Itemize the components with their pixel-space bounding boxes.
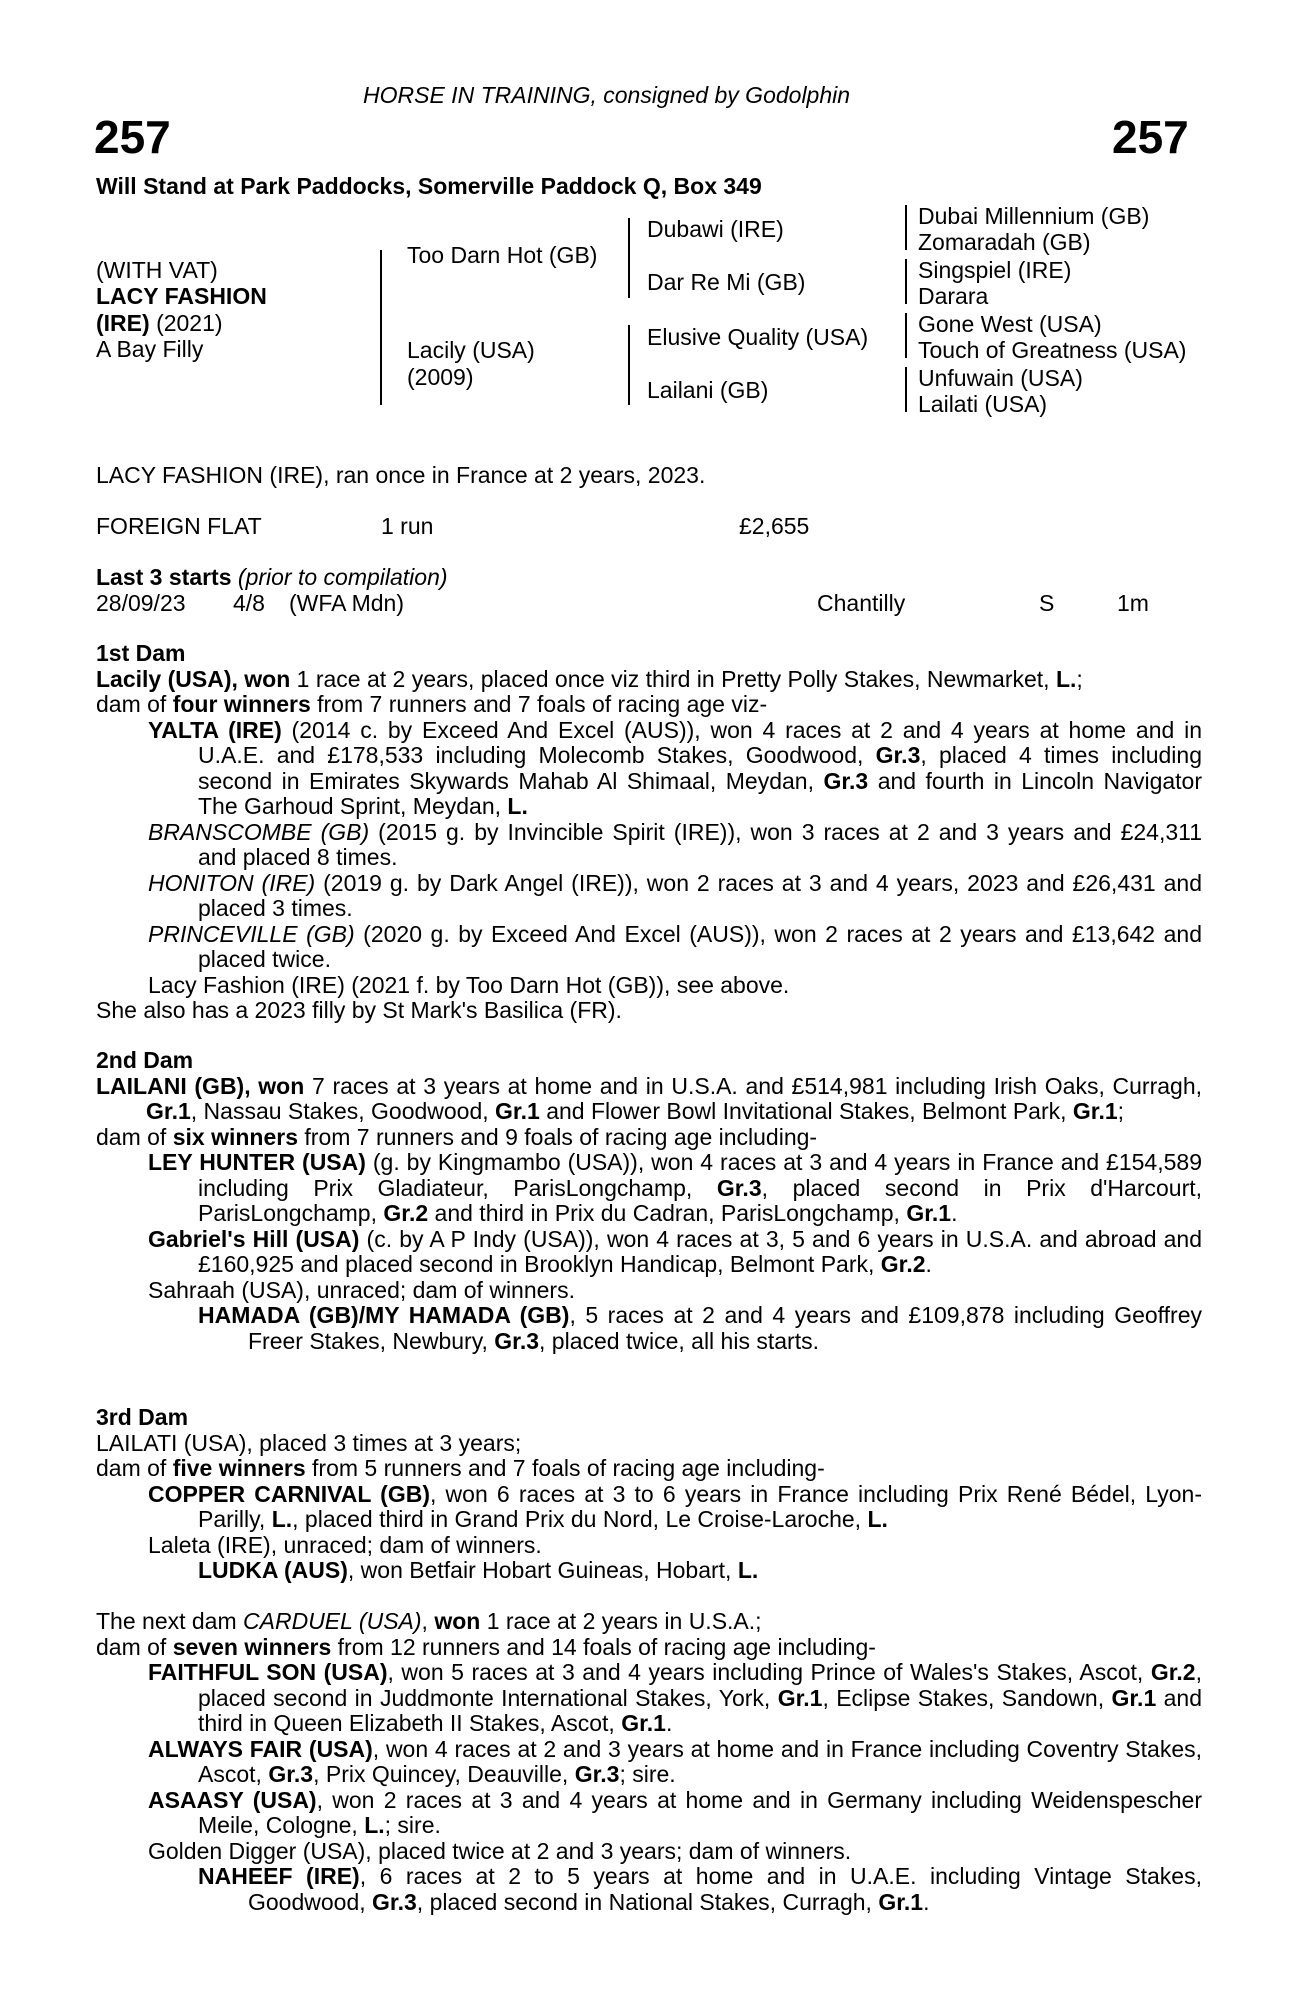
pedigree-dsd: Touch of Greatness (USA) [918,337,1187,363]
produce-name: ALWAYS FAIR (USA) [148,1735,373,1762]
produce-text: , placed second in National Stakes, Curragh, [416,1888,879,1915]
lot-number-left: 257 [94,111,171,163]
text-fragment: and Flower Bowl Invitational Stakes, Belmont Park, [539,1098,1073,1124]
page-header-title: HORSE IN TRAINING, consigned by Godolphin [363,82,851,108]
grade-mark: Gr.2 [383,1200,429,1226]
produce-text: , placed 4 times including second in Emirates Skywards Mahab Al Shimaal, Meydan, [198,742,1202,794]
won-mark: won [434,1608,481,1634]
produce-entry [96,718,1202,820]
pedigree-dss: Gone West (USA) [918,311,1102,337]
pedigree-dam: Lacily (USA) [407,337,535,363]
produce-entry: Laleta (IRE), unraced; dam of winners. [148,1531,542,1558]
pedigree-sds: Singspiel (IRE) [918,257,1072,283]
pedigree-sire-dam: Dar Re Mi (GB) [647,269,806,295]
second-dam-name: LAILANI (GB), won [96,1072,305,1099]
produce-name: FAITHFUL SON (USA) [148,1659,388,1685]
produce-text: , placed twice, all his starts. [539,1327,819,1354]
first-dam-section [96,641,1202,1024]
grade-mark: L. [507,793,528,819]
grade-mark: L. [867,1506,888,1532]
text-fragment: from 7 runners and 7 foals of racing age viz- [310,691,768,717]
second-dam-section [96,1048,1202,1354]
start-course: Chantilly [817,590,906,616]
grade-mark: Gr.3 [494,1327,540,1354]
winners-count: five winners [172,1455,306,1481]
third-dam-produce-intro [96,1456,1202,1482]
produce-entry [96,1660,1202,1737]
grade-mark: Gr.1 [906,1200,952,1226]
last-starts-heading [96,564,448,590]
first-dam-name: Lacily (USA), won [96,665,291,692]
next-dam-produce-intro [96,1635,1202,1661]
text-fragment: 1 race at 2 years in U.S.A.; [480,1608,762,1634]
produce-entry [96,1482,1202,1533]
grade-mark: Gr.3 [268,1761,314,1787]
produce-text: , placed third in Grand Prix du Nord, Le Croise-Laroche, [292,1506,868,1532]
produce-text: , placed second in Juddmonte International Stakes, York, [198,1659,1202,1711]
pedigree-sdd: Darara [918,283,989,309]
produce-text: and fourth in Lincoln Navigator The Garhoud Sprint, Meydan, [198,767,1202,819]
punct: ; [1076,665,1083,692]
third-dam-heading: 3rd Dam [96,1404,189,1430]
horse-origin-year [96,310,223,336]
record-label: FOREIGN FLAT [96,513,262,539]
start-race: (WFA Mdn) [289,590,405,616]
winners-count: seven winners [172,1633,332,1660]
produce-entry [96,820,1202,871]
grade-mark: Gr.1 [777,1684,823,1711]
produce-entry: Lacy Fashion (IRE) (2021 f. by Too Darn Hot (GB)), see above. [148,971,790,998]
second-dam-produce-intro [96,1125,1202,1151]
produce-entry [96,1788,1202,1839]
first-dam-text: 1 race at 2 years, placed once viz third in Pretty Polly Stakes, Newmarket, [290,665,1056,692]
pedigree-dam-dam: Lailani (GB) [647,377,769,403]
produce-text: , 5 races at 2 and 4 years and £109,878 including Geoffrey Freer Stakes, Newbury, [248,1302,1202,1354]
next-dam-section [96,1609,1202,1915]
pedigree-ddd: Lailati (USA) [918,391,1048,417]
produce-name: Gabriel's Hill (USA) [148,1225,360,1252]
grade-mark: Gr.1 [878,1888,924,1915]
produce-text: ; sire. [619,1761,676,1787]
produce-text: , won Betfair Hobart Guineas, Hobart, [347,1557,738,1583]
produce-name: HAMADA (GB)/MY HAMADA (GB) [198,1302,570,1328]
text-fragment: dam of [96,1633,173,1660]
produce-name: PRINCEVILLE (GB) [148,920,355,947]
lot-number-right: 257 [1112,111,1189,163]
grade-mark: Gr.2 [880,1251,926,1277]
pedigree-brace-ss [905,205,907,250]
start-date: 28/09/23 [96,590,186,616]
horse-origin: (IRE) [96,310,150,336]
produce-text: and third in Prix du Cadran, ParisLongchamp, [428,1200,907,1226]
grade-mark: Gr.1 [621,1710,666,1736]
pedigree-brace-sire [628,218,630,298]
grade-mark: L. [1055,665,1077,692]
produce-name: BRANSCOMBE (GB) [148,818,370,845]
third-dam-record: LAILATI (USA), placed 3 times at 3 years; [96,1429,522,1456]
produce-text: , won 6 races at 3 to 6 years in France including Prix René Bédel, Lyon-Parilly, [198,1480,1202,1532]
produce-text: ; sire. [384,1812,441,1838]
pedigree-dam-year: (2009) [407,364,474,390]
produce-entry [96,922,1202,973]
pedigree-dam-sire: Elusive Quality (USA) [647,324,869,350]
produce-text: (g. by Kingmambo (USA)), won 4 races at 3 and 4 years in France and £154,589 including Prix Gladiateur, ParisLongchamp, [198,1149,1202,1201]
produce-text: (2019 g. by Dark Angel (IRE)), won 2 races at 3 and 4 years, 2023 and £26,431 and placed 3 times. [198,869,1202,921]
text-fragment: dam of [96,1123,173,1150]
grade-mark: L. [271,1506,293,1532]
grand-produce-entry [96,1303,1202,1354]
produce-text: (c. by A P Indy (USA)), won 4 races at 3, 5 and 6 years in U.S.A. and abroad and £160,925 and placed second in Brooklyn Handicap, Belmont Park, [198,1225,1202,1277]
race-summary: LACY FASHION (IRE), ran once in France at 2 years, 2023. [96,462,706,488]
text-fragment: from 7 runners and 9 foals of racing age including- [298,1123,818,1150]
produce-text: , won 5 races at 3 and 4 years including Prince of Wales's Stakes, Ascot, [387,1659,1151,1685]
produce-entry: Sahraah (USA), unraced; dam of winners. [148,1276,575,1303]
produce-text: , won 2 races at 3 and 4 years at home and in Germany including Weidenspescher Meile, Cologne, [198,1786,1202,1838]
grade-mark: Gr.3 [574,1761,620,1787]
text-fragment: from 12 runners and 14 foals of racing age including- [331,1633,876,1660]
grade-mark: Gr.1 [1072,1098,1118,1124]
punct: ; [1117,1098,1125,1124]
produce-name: NAHEEF (IRE) [198,1863,360,1889]
grade-mark: L. [737,1557,759,1583]
grand-produce-entry [96,1558,1202,1584]
grade-mark: Gr.1 [146,1098,191,1124]
pedigree-brace-sd [905,259,907,304]
text-fragment: from 5 runners and 7 foals of racing age including- [305,1455,825,1481]
horse-year: (2021) [156,310,223,336]
pedigree-sire: Too Darn Hot (GB) [407,242,598,268]
record-runs: 1 run [381,513,434,539]
produce-name: COPPER CARNIVAL (GB) [148,1480,430,1507]
next-dam-record [96,1609,1202,1635]
punct: , [421,1608,435,1634]
vat-note: (WITH VAT) [96,257,218,283]
produce-text: , placed second in Prix d'Harcourt, ParisLongchamp, [198,1174,1203,1226]
pedigree-brace-ds [905,313,907,358]
grade-mark: Gr.3 [716,1174,762,1201]
produce-text: and third in Queen Elizabeth II Stakes, Ascot, [198,1684,1202,1736]
produce-entry [96,1737,1202,1788]
grade-mark: Gr.3 [823,767,869,794]
produce-text: , Prix Quincey, Deauville, [313,1761,575,1787]
grade-mark: Gr.3 [372,1888,417,1915]
produce-name: LEY HUNTER (USA) [148,1149,366,1175]
produce-name: YALTA (IRE) [148,716,282,743]
produce-text: , 6 races at 2 to 5 years at home and in U.A.E. including Vintage Stakes, Goodwood, [248,1863,1202,1915]
grade-mark: Gr.1 [1111,1684,1157,1711]
produce-entry: Golden Digger (USA), placed twice at 2 and 3 years; dam of winners. [148,1837,852,1864]
text-fragment: dam of [96,691,173,717]
pedigree-ssd: Zomaradah (GB) [918,229,1091,255]
horse-name: LACY FASHION [96,283,267,309]
grand-produce-entry [96,1864,1202,1915]
punct: . [923,1888,930,1915]
pedigree-brace-dd [905,367,907,412]
pedigree-sss: Dubai Millennium (GB) [918,203,1150,229]
punct: . [665,1710,673,1736]
record-earnings: £2,655 [739,513,810,539]
winners-count: six winners [172,1123,298,1150]
grade-mark: L. [364,1812,385,1838]
produce-name: LUDKA (AUS) [198,1557,348,1583]
last-starts-title: Last 3 starts [96,564,232,590]
text-fragment: The next dam [96,1608,244,1634]
first-dam-produce-intro [96,692,1202,718]
produce-text: (2015 g. by Invincible Spirit (IRE)), won 3 races at 2 and 3 years and £24,311 and placed 8 times. [198,818,1203,870]
text-fragment: , Nassau Stakes, Goodwood, [190,1098,496,1124]
start-distance: 1m [1117,590,1149,616]
next-dam-name: CARDUEL (USA) [243,1608,422,1634]
grade-mark: Gr.1 [495,1098,540,1124]
start-going: S [1039,590,1055,616]
punct: . [925,1251,932,1277]
grade-mark: Gr.3 [875,742,921,768]
produce-entry [96,871,1202,922]
pedigree-brace-main [380,250,382,405]
produce-text: (2014 c. by Exceed And Excel (AUS)), won 4 races at 2 and 4 years at home and in U.A.E. and £178,533 including Molecomb Stakes, Goodwood, [198,716,1202,768]
stand-location: Will Stand at Park Paddocks, Somerville Paddock Q, Box 349 [96,173,762,199]
winners-count: four winners [172,691,311,717]
produce-text: , won 4 races at 2 and 3 years at home and in France including Coventry Stakes, Ascot, [198,1735,1202,1787]
produce-text: (2020 g. by Exceed And Excel (AUS)), won 2 races at 2 years and £13,642 and placed twice. [198,920,1202,972]
pedigree-brace-dam [628,325,630,405]
produce-text: , Eclipse Stakes, Sandown, [822,1684,1112,1711]
third-dam-section [96,1405,1202,1584]
text-fragment: 7 races at 3 years at home and in U.S.A. and £514,981 including Irish Oaks, Curragh, [304,1072,1203,1099]
first-dam-heading: 1st Dam [96,640,186,666]
pedigree-sire-sire: Dubawi (IRE) [647,216,784,242]
punct: . [951,1200,958,1226]
horse-description: A Bay Filly [96,336,204,362]
pedigree-dds: Unfuwain (USA) [918,365,1083,391]
produce-entry [96,1227,1202,1278]
first-dam-record [96,667,1202,693]
produce-name: HONITON (IRE) [148,869,316,896]
grade-mark: Gr.2 [1150,1659,1196,1685]
text-fragment: dam of [96,1455,173,1481]
produce-name: ASAASY (USA) [148,1786,317,1813]
second-dam-heading: 2nd Dam [96,1047,194,1073]
last-starts-note: (prior to compilation) [237,564,448,590]
start-position: 4/8 [233,590,265,616]
produce-note: She also has a 2023 filly by St Mark's Basilica (FR). [96,997,622,1023]
produce-entry [96,1150,1202,1227]
second-dam-record [96,1074,1202,1125]
